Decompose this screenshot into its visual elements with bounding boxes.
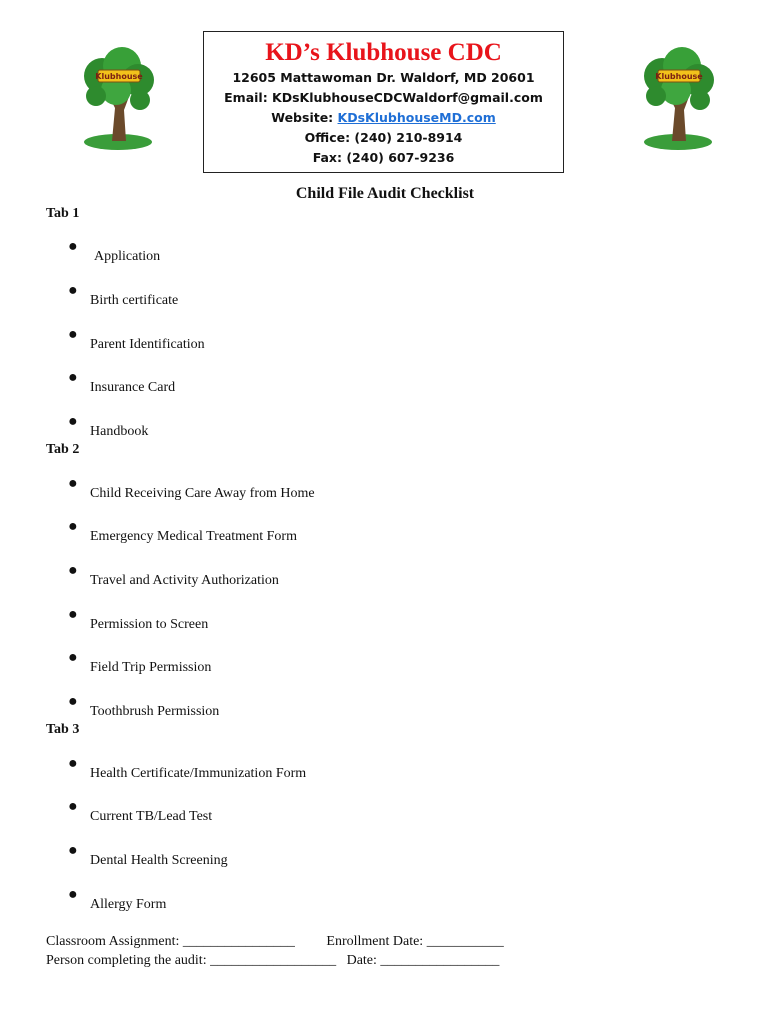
bullet-icon: ● <box>68 326 78 343</box>
page-title: Child File Audit Checklist <box>295 185 475 202</box>
bullet-icon: ● <box>68 842 78 859</box>
bullet-icon: ● <box>68 282 78 299</box>
bullet-icon: ● <box>68 886 78 903</box>
bullet-icon: ● <box>68 518 78 535</box>
klubhouse-logo-right <box>638 46 718 152</box>
classroom-enrollment-line: Classroom Assignment: ________________ Enrollment Date: ___________ <box>46 934 504 949</box>
tab-2-heading: Tab 2 <box>46 442 80 457</box>
tab-1-heading: Tab 1 <box>46 206 80 221</box>
email: Email: KDsKlubhouseCDCWaldorf@gmail.com <box>224 90 543 105</box>
bullet-icon: ● <box>68 693 78 710</box>
org-name: KD’s Klubhouse CDC <box>265 39 502 66</box>
letterhead-box <box>203 31 564 173</box>
tab-3-heading: Tab 3 <box>46 722 80 737</box>
tree-icon <box>78 46 158 152</box>
svg-text:Klubhouse: Klubhouse <box>95 72 143 81</box>
bullet-icon: ● <box>68 649 78 666</box>
bullet-icon: ● <box>68 606 78 623</box>
bullet-icon: ● <box>68 562 78 579</box>
bullet-icon: ● <box>68 238 78 255</box>
bullet-icon: ● <box>68 475 78 492</box>
bullet-icon: ● <box>68 798 78 815</box>
bullet-icon: ● <box>68 369 78 386</box>
bullet-icon: ● <box>68 413 78 430</box>
tree-icon <box>638 46 718 152</box>
auditor-date-line: Person completing the audit: __________________ Date: _________________ <box>46 953 500 968</box>
office-phone: Office: (240) 210-8914 <box>304 130 463 145</box>
bullet-icon: ● <box>68 755 78 772</box>
svg-text:Klubhouse: Klubhouse <box>655 72 703 81</box>
website-label: Website: <box>271 110 338 125</box>
fax-number: Fax: (240) 607-9236 <box>312 150 455 165</box>
website-line <box>204 108 563 128</box>
website-link[interactable]: KDsKlubhouseMD.com <box>337 110 496 125</box>
klubhouse-logo-left <box>78 46 158 152</box>
address: 12605 Mattawoman Dr. Waldorf, MD 20601 <box>232 70 535 85</box>
